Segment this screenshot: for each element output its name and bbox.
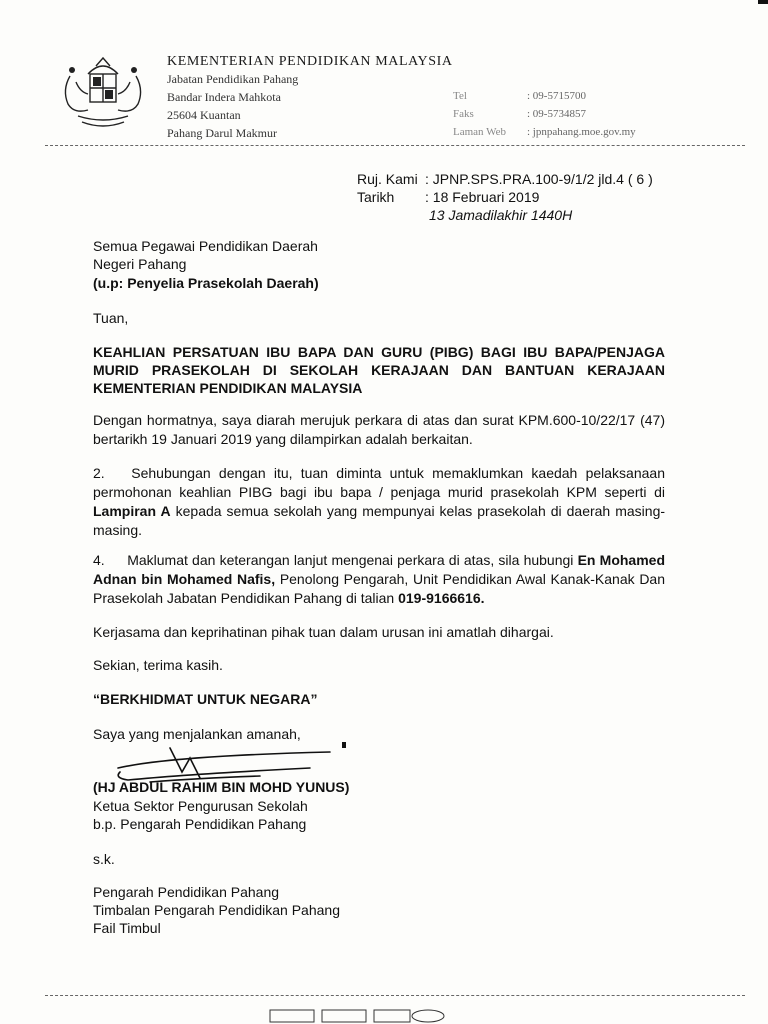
fax-value: : 09-5734857 <box>527 108 586 120</box>
cc-item: Timbalan Pengarah Pendidikan Pahang <box>93 902 340 918</box>
hijri-date: 13 Jamadilakhir 1440H <box>429 207 573 223</box>
signatory-name: (HJ ABDUL RAHIM BIN MOHD YUNUS) <box>93 779 350 795</box>
recipient-line: Negeri Pahang <box>93 256 187 272</box>
paragraph-1: Dengan hormatnya, saya diarah merujuk perkara di atas dan surat KPM.600-10/22/17 (47) bertarikh 19 Januari 2019 yang dilampirkan adalah berkaitan. <box>93 412 665 447</box>
paragraph-text: Sehubungan dengan itu, tuan diminta untuk memaklumkan kaedah pelaksanaan permohonan keahlian PIBG bagi ibu bapa / penjaga murid prasekolah KPM seperti di <box>93 465 665 500</box>
paragraph-2 <box>93 464 665 540</box>
letterhead-divider <box>45 145 745 146</box>
address-line: Jabatan Pendidikan Pahang <box>167 72 299 86</box>
paragraph-number: 2. <box>93 465 105 481</box>
cc-item: Pengarah Pendidikan Pahang <box>93 884 280 900</box>
signatory-title: b.p. Pengarah Pendidikan Pahang <box>93 816 307 832</box>
ink-dot <box>342 742 346 748</box>
cc-item: Fail Timbul <box>93 920 161 936</box>
footer-logos-icon <box>268 1006 448 1024</box>
paragraph-5: Kerjasama dan keprihatinan pihak tuan dalam urusan ini amatlah dihargai. <box>93 624 554 640</box>
paragraph-text: Maklumat dan keterangan lanjut mengenai perkara di atas, sila hubungi <box>127 552 574 568</box>
scan-corner-mark <box>758 0 768 4</box>
closing-thanks: Sekian, terima kasih. <box>93 657 223 673</box>
recipient-attention: (u.p: Penyelia Prasekolah Daerah) <box>93 275 319 291</box>
paragraph-4 <box>93 551 665 608</box>
ministry-name: KEMENTERIAN PENDIDIKAN MALAYSIA <box>167 54 453 69</box>
address-line: Pahang Darul Makmur <box>167 126 277 140</box>
malaysia-coat-of-arms-icon <box>58 54 148 134</box>
website-label: Laman Web <box>453 126 506 138</box>
reference-label: Ruj. Kami <box>357 171 418 187</box>
attachment-reference: Lampiran A <box>93 503 171 519</box>
paragraph-text: kepada semua sekolah yang mempunyai kelas prasekolah di daerah masing-masing. <box>93 503 666 538</box>
paragraph-text: Penolong Pengarah, Unit Pendidikan Awal Kanak-Kanak Dan Prasekolah Jabatan Pendidikan Pahang di talian <box>93 571 665 606</box>
tel-label: Tel <box>453 90 467 102</box>
tel-value: : 09-5715700 <box>527 90 586 102</box>
fax-label: Faks <box>453 108 474 120</box>
reference-number: : JPNP.SPS.PRA.100-9/1/2 jld.4 ( 6 ) <box>425 171 653 187</box>
cc-label: s.k. <box>93 851 115 867</box>
footer-divider <box>45 995 745 996</box>
contact-phone: 019-9166616. <box>398 590 485 606</box>
paragraph-number: 4. <box>93 552 105 568</box>
date-value: : 18 Februari 2019 <box>425 189 540 205</box>
recipient-line: Semua Pegawai Pendidikan Daerah <box>93 238 318 254</box>
contact-person: En Mohamed Adnan bin Mohamed Nafis, <box>93 552 665 587</box>
motto: “BERKHIDMAT UNTUK NEGARA” <box>93 691 318 707</box>
address-line: Bandar Indera Mahkota <box>167 90 281 104</box>
date-label: Tarikh <box>357 189 395 205</box>
website-value: : jpnpahang.moe.gov.my <box>527 126 636 138</box>
salutation: Tuan, <box>93 310 129 326</box>
address-line: 25604 Kuantan <box>167 108 241 122</box>
signatory-title: Ketua Sektor Pengurusan Sekolah <box>93 798 308 814</box>
letter-subject: KEAHLIAN PERSATUAN IBU BAPA DAN GURU (PIBG) BAGI IBU BAPA/PENJAGA MURID PRASEKOLAH DI SEKOLAH KERAJAAN DAN BANTUAN KERAJAAN KEMENTERIAN PENDIDIKAN MALAYSIA <box>93 344 665 396</box>
closing-amanah: Saya yang menjalankan amanah, <box>93 726 301 742</box>
